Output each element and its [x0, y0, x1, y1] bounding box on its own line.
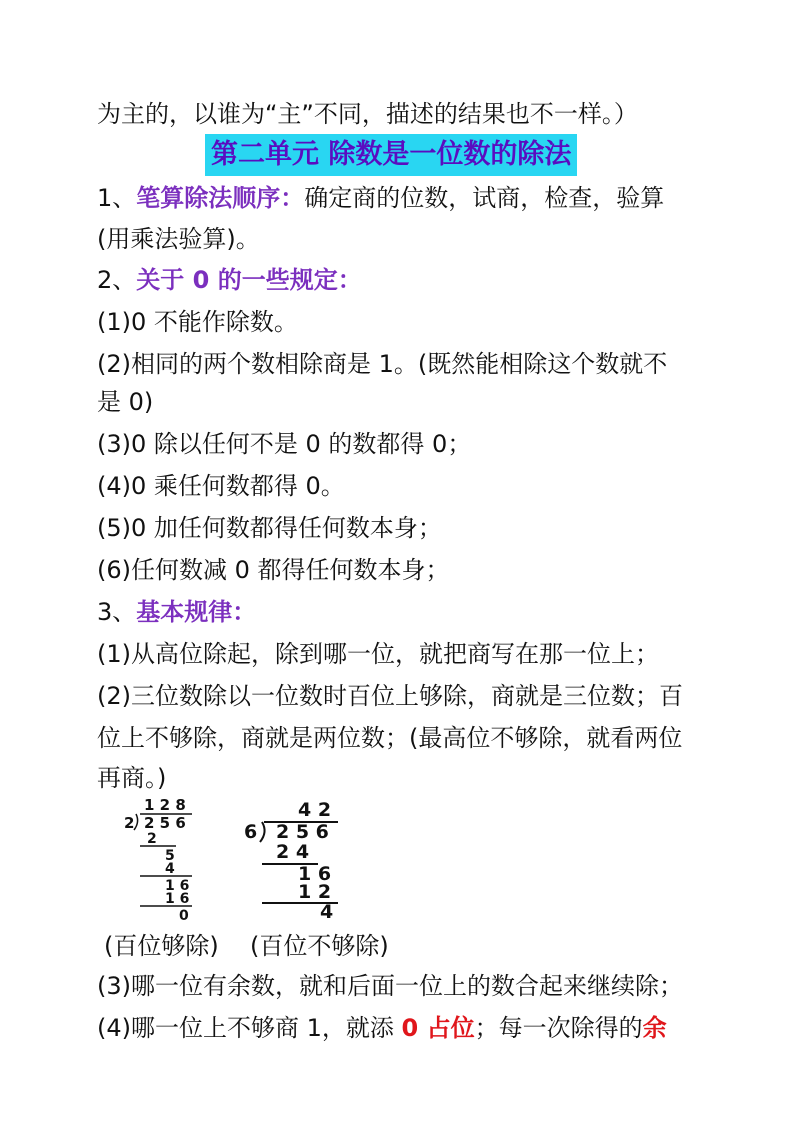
right-caption: (百位不够除)	[250, 932, 389, 960]
section1-text-cont: (用乘法验算)。	[97, 225, 260, 253]
left-quotient: 1 2 8	[144, 796, 186, 814]
basic-rule-2-cont: 位上不够除，商就是两位数；(最高位不够除，就看两位	[97, 724, 683, 752]
zero-rule-6: (6)任何数减 0 都得任何数本身；	[97, 556, 450, 584]
zero-rule-1: (1)0 不能作除数。	[97, 308, 298, 336]
basic-rule-4-middle: ；每一次除得的	[474, 1014, 643, 1042]
zero-rule-2: (2)相同的两个数相除商是 1。(既然能相除这个数就不	[97, 350, 668, 378]
section3-number: 3、	[97, 598, 137, 626]
zero-rule-2-cont: 是 0)	[97, 388, 154, 416]
remainder-highlight: 余	[642, 1014, 667, 1042]
right-quotient: 4 2	[298, 799, 332, 821]
left-caption: (百位够除)	[104, 932, 219, 960]
left-step-5: 1 6	[165, 891, 190, 907]
zero-rule-5: (5)0 加任何数都得任何数本身；	[97, 514, 442, 542]
left-remainder: 0	[179, 908, 189, 924]
basic-rule-4	[97, 1010, 667, 1046]
section1-number: 1、	[97, 184, 137, 212]
section1-heading: 笔算除法顺序：	[136, 184, 305, 212]
long-division-right	[244, 799, 338, 923]
right-step-1: 2 4	[276, 841, 310, 863]
zero-rule-3: (3)0 除以任何不是 0 的数都得 0；	[97, 430, 472, 458]
unit-title: 第二单元 除数是一位数的除法	[205, 134, 577, 176]
left-divisor: 2	[124, 814, 135, 832]
right-divisor: 6	[244, 821, 258, 843]
right-step-3: 1 2	[298, 881, 332, 903]
section2-number: 2、	[97, 266, 137, 294]
left-step-2: 5	[165, 848, 175, 864]
right-step-2: 1 6	[298, 863, 332, 885]
basic-rule-2-cont2: 再商。)	[97, 764, 167, 792]
left-step-3: 4	[165, 861, 175, 877]
zero-rule-4: (4)0 乘任何数都得 0。	[97, 472, 345, 500]
basic-rule-3: (3)哪一位有余数，就和后面一位上的数合起来继续除；	[97, 972, 683, 1000]
right-dividend: 2 5 6	[276, 821, 329, 843]
left-step-1: 2	[147, 831, 157, 847]
left-step-4: 1 6	[165, 878, 190, 894]
basic-rule-1: (1)从高位除起，除到哪一位，就把商写在那一位上；	[97, 640, 659, 668]
intro-line: 为主的，以谁为“主”不同，描述的结果也不一样。）	[97, 100, 638, 128]
section1-text: 确定商的位数，试商，检查，验算	[304, 184, 665, 212]
basic-rule-4-start: (4)哪一位上不够商 1，就添	[97, 1014, 402, 1042]
zero-placeholder-highlight: 0 占位	[401, 1014, 475, 1042]
left-dividend: 2 5 6	[144, 814, 186, 832]
long-division-left	[124, 796, 192, 924]
basic-rule-2: (2)三位数除以一位数时百位上够除，商就是三位数；百	[97, 682, 683, 710]
right-remainder: 4	[320, 901, 334, 923]
section2-heading: 关于 0 的一些规定：	[136, 266, 362, 294]
section3-heading: 基本规律：	[136, 598, 257, 626]
